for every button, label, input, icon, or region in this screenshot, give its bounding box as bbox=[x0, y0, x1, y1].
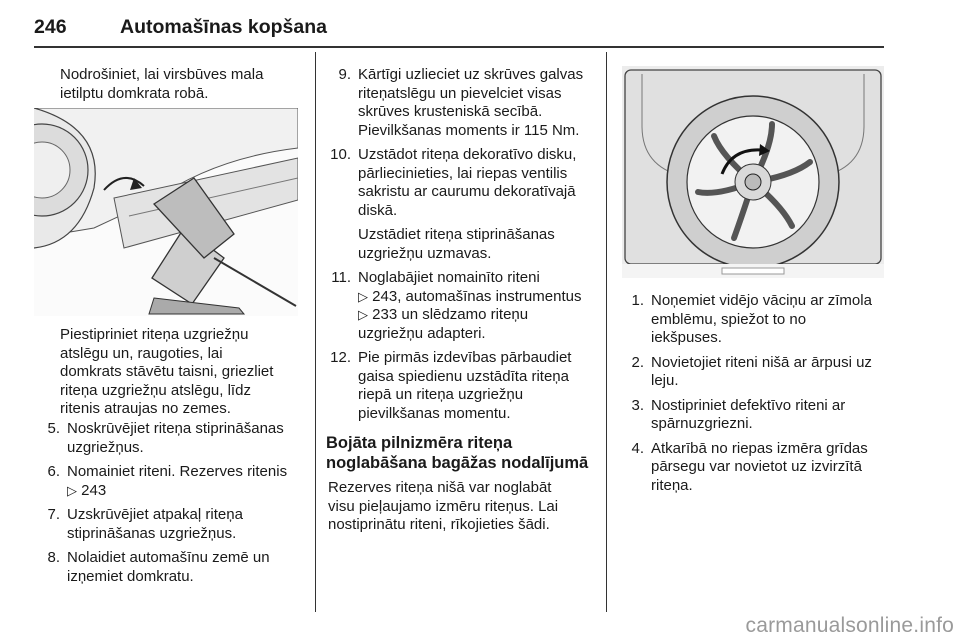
step-line: pārliecinieties, lai riepas ventilis bbox=[358, 164, 568, 182]
section-heading bbox=[326, 433, 600, 473]
step-line: riteņatslēgu un pievelciet visas bbox=[358, 84, 562, 102]
column-3-steps bbox=[622, 292, 890, 501]
step-line: Nostipriniet defektīvo riteni ar bbox=[651, 396, 846, 414]
step-number: 6. bbox=[47, 463, 60, 480]
step-line: uzgriežņus. bbox=[67, 438, 144, 456]
page-number: 246 bbox=[34, 16, 67, 38]
step-line bbox=[358, 306, 600, 325]
column-divider-left bbox=[315, 52, 316, 612]
intro-line-2: ietilptu domkrata robā. bbox=[60, 84, 209, 102]
column-divider-right bbox=[606, 52, 607, 612]
spare-wheel-drawing bbox=[622, 66, 884, 278]
step-line: emblēmu, spiežot to no bbox=[651, 310, 807, 328]
section-paragraph bbox=[328, 479, 600, 535]
step-number: 3. bbox=[631, 396, 644, 414]
step-11 bbox=[326, 269, 600, 343]
step-line: Noskrūvējiet riteņa stiprināšanas bbox=[67, 420, 284, 437]
column-2 bbox=[326, 66, 600, 535]
step-line: pārsegu var novietot uz izvirzītā bbox=[651, 458, 862, 475]
column-1-intro bbox=[60, 66, 310, 103]
step-line: Kārtīgi uzlieciet uz skrūves galvas bbox=[358, 66, 584, 83]
section-heading-line: noglabāšana bagāžas nodalījumā bbox=[326, 454, 589, 472]
spare-wheel-illustration bbox=[622, 66, 884, 278]
step-line: Noglabājiet nomainīto riteni bbox=[358, 269, 540, 286]
step-number: 4. bbox=[631, 439, 644, 457]
reference-page: 243 bbox=[81, 481, 107, 499]
para-line-1: Piestipriniet riteņa uzgriežņu bbox=[60, 326, 249, 343]
step-line: Pievilkšanas moments ir 115 Nm. bbox=[358, 121, 580, 139]
step-line: spārnuzgriezni. bbox=[651, 415, 753, 432]
step-line: Atkarībā no riepas izmēra grīdas bbox=[651, 439, 868, 457]
page-reference[interactable] bbox=[67, 482, 310, 501]
step-7 bbox=[38, 506, 310, 543]
step-9 bbox=[326, 66, 600, 140]
section-line: nostiprinātu riteni, rīkojieties šādi. bbox=[328, 516, 550, 533]
step-number: 9. bbox=[338, 66, 351, 83]
step-line: diskā. bbox=[358, 201, 398, 219]
section-line: Rezerves riteņa nišā var noglabāt bbox=[328, 479, 552, 496]
step-number: 8. bbox=[47, 549, 60, 566]
step-line: riepā un riteņa uzgriežņu bbox=[358, 386, 524, 403]
step-line: gaisa spiedienu uzstādīta riteņa bbox=[358, 367, 569, 385]
step-number: 2. bbox=[631, 353, 644, 371]
step-line: skrūves krusteniskā secībā. bbox=[358, 103, 543, 120]
note-line: Uzstādiet riteņa stiprināšanas bbox=[358, 226, 555, 243]
step-text: un slēdzamo riteņu bbox=[397, 306, 529, 323]
step-number: 11. bbox=[331, 269, 351, 286]
page-title: Automašīnas kopšana bbox=[120, 16, 327, 38]
step-line bbox=[358, 288, 600, 307]
reference-arrow-icon: ▷ bbox=[67, 482, 77, 498]
step-number: 12. bbox=[330, 349, 351, 366]
para-line-4: riteņa uzgriežņu atslēgu, līdz bbox=[60, 381, 251, 399]
step-number: 10. bbox=[330, 146, 351, 163]
watermark: carmanualsonline.info bbox=[745, 614, 954, 637]
step-2 bbox=[622, 354, 890, 391]
step-line: Nomainiet riteni. Rezerves ritenis bbox=[67, 463, 288, 480]
step-line: riteņa. bbox=[651, 476, 693, 494]
reference-arrow-icon: ▷ bbox=[358, 307, 368, 322]
section-heading-line: Bojāta pilnizmēra riteņa bbox=[326, 434, 513, 452]
step-line: Noņemiet vidējo vāciņu ar zīmola bbox=[651, 292, 872, 309]
reference-arrow-icon: ▷ bbox=[358, 288, 368, 304]
step-1 bbox=[622, 292, 890, 348]
step-10-note bbox=[358, 226, 600, 263]
step-line: Novietojiet riteni nišā ar ārpusi uz bbox=[651, 353, 872, 371]
reference-page[interactable]: 233 bbox=[372, 306, 398, 323]
step-4 bbox=[622, 440, 890, 496]
note-line: uzgriežņu uzmavas. bbox=[358, 244, 492, 262]
step-line: izņemiet domkratu. bbox=[67, 567, 194, 585]
step-number: 7. bbox=[47, 506, 60, 523]
column-1-steps bbox=[38, 420, 310, 592]
step-line: pievilkšanas momentu. bbox=[358, 404, 511, 422]
step-line: iekšpuses. bbox=[651, 329, 722, 346]
header-rule bbox=[34, 46, 884, 48]
step-line: Pie pirmās izdevības pārbaudiet bbox=[358, 349, 572, 366]
column-1-paragraph bbox=[60, 326, 310, 419]
step-line: Uzskrūvējiet atpakaļ riteņa bbox=[67, 506, 243, 523]
step-text: , automašīnas instrumentus bbox=[397, 287, 582, 305]
para-line-5: ritenis atraujas no zemes. bbox=[60, 400, 231, 417]
step-line: sakristu ar caurumu dekoratīvajā bbox=[358, 183, 576, 200]
para-line-2: atslēgu un, raugoties, lai bbox=[60, 344, 223, 362]
step-number: 1. bbox=[631, 292, 644, 309]
step-line: Nolaidiet automašīnu zemē un bbox=[67, 549, 270, 566]
jack-illustration bbox=[34, 108, 298, 316]
step-line: leju. bbox=[651, 372, 679, 389]
step-6 bbox=[38, 463, 310, 500]
step-3 bbox=[622, 397, 890, 434]
step-number: 5. bbox=[47, 420, 60, 437]
step-8 bbox=[38, 549, 310, 586]
para-line-3: domkrats stāvētu taisni, griezliet bbox=[60, 363, 274, 380]
step-line: Uzstādot riteņa dekoratīvo disku, bbox=[358, 146, 577, 163]
step-10 bbox=[326, 146, 600, 220]
step-line: uzgriežņu adapteri. bbox=[358, 324, 486, 342]
step-5 bbox=[38, 420, 310, 457]
intro-line-1: Nodrošiniet, lai virsbūves mala bbox=[60, 66, 264, 83]
step-12 bbox=[326, 349, 600, 423]
section-line: visu pieļaujamo izmēru riteņus. Lai bbox=[328, 497, 559, 515]
reference-page[interactable]: 243 bbox=[372, 287, 398, 305]
step-line: stiprināšanas uzgriežņus. bbox=[67, 524, 237, 542]
jack-drawing bbox=[34, 108, 298, 316]
